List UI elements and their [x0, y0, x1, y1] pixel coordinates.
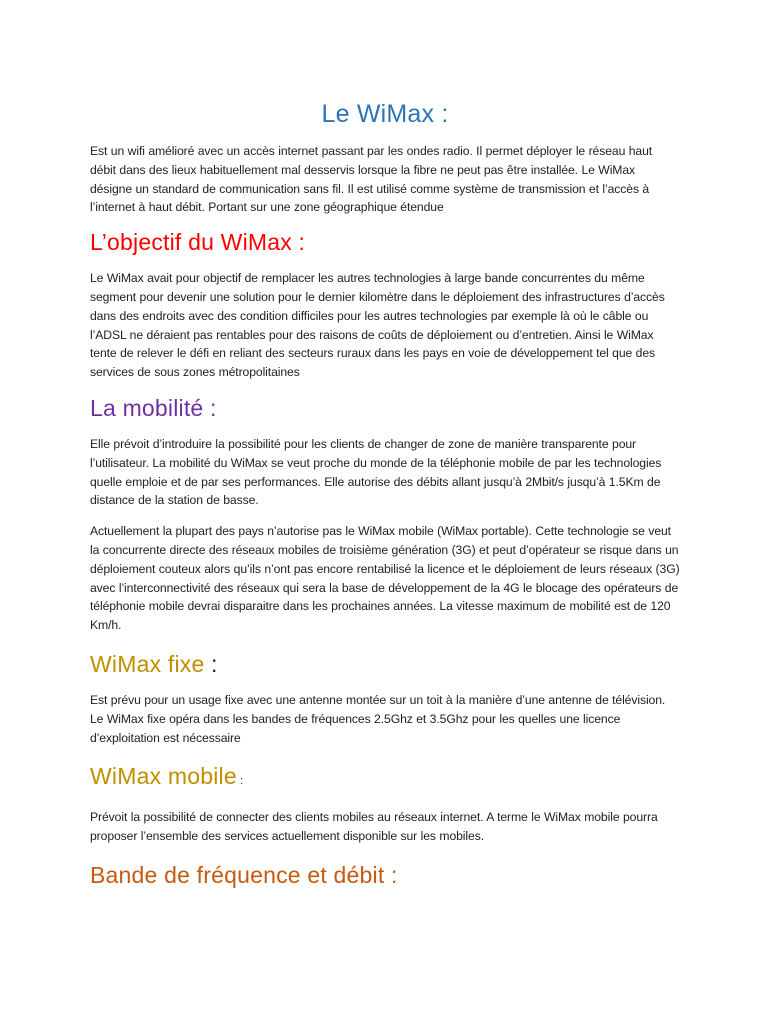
section-paragraph-objectif: Le WiMax avait pour objectif de remplacer les autres technologies à large bande concurrentes du même segment pour devenir une solution pour le dernier kilomètre dans le déploiement des infrastructures d’accès dans des endroits avec des condition difficiles pour les autres technologies par exemple là où le câble ou l’ADSL ne déraient pas rentables pour des raisons de coûts de déploiement ou d’entretien. Ainsi le WiMax tente de relever le défi en reliant des secteurs ruraux dans les pays en voie de développement tel que des services de sous zones métropolitaines	[90, 271, 665, 380]
section-heading-wimax-fixe	[90, 649, 680, 679]
section-heading-wimax-fixe-text: WiMax fixe	[90, 650, 205, 677]
section-paragraph-mobilite-1: Elle prévoit d’introduire la possibilité pour les clients de changer de zone de manière transparente pour l’utilisateur. La mobilité du WiMax se veut proche du monde de la téléphonie mobile de par les technologies quelle emploie et de par ses performances. Elle autorise des débits allant jusqu’à 2Mbit/s jusqu’à 1.5Km de distance de la station de basse.	[90, 436, 662, 508]
section-heading-bande-frequence: Bande de fréquence et débit :	[90, 861, 398, 888]
document-title: Le WiMax :	[321, 100, 449, 128]
section-heading-wimax-fixe-colon: :	[204, 650, 218, 677]
section-heading-mobilite: La mobilité :	[90, 394, 217, 421]
intro-paragraph: Est un wifi amélioré avec un accès internet passant par les ondes radio. Il permet déployer le réseau haut débit dans des lieux habituellement mal desservis lorsque la fibre ne peut pas être installée. Le WiMax désigne un standard de communication sans fil. Il est utilisé comme système de transmission et l’accès à l’internet à haut débit. Portant sur une zone géographique étendue	[90, 144, 653, 215]
section-heading-objectif: L’objectif du WiMax :	[90, 229, 306, 256]
section-paragraph-mobilite-2: Actuellement la plupart des pays n’autorise pas le WiMax mobile (WiMax portable). Cette technologie se veut la concurrente directe des réseaux mobiles de troisième génération (3G) et peut d’opérateur se risque dans un déploiement couteux alors qu’ils n’ont pas encore rentabilisé la licence et le déploiement de leurs réseaux (3G) avec l’interconnectivité des réseaux qui sera la base de développement de la 4G le blocage des opérateurs de téléphonie mobile devrai disparaitre dans les prochaines années. La vitesse maximum de mobilité est de 120 Km/h.	[90, 524, 680, 633]
section-paragraph-wimax-fixe: Est prévu pour un usage fixe avec une antenne montée sur un toit à la manière d’une antenne de télévision. Le WiMax fixe opéra dans les bandes de fréquences 2.5Ghz et 3.5Ghz pour les quelles une licence d’exploitation est nécessaire	[90, 692, 666, 745]
section-heading-wimax-mobile	[90, 761, 680, 796]
document-body	[90, 98, 680, 890]
section-heading-wimax-mobile-colon: :	[236, 775, 244, 788]
section-paragraph-wimax-mobile: Prévoit la possibilité de connecter des clients mobiles au réseaux internet. A terme le WiMax mobile pourra proposer l’ensemble des services actuellement disponible sur les mobiles.	[90, 810, 658, 844]
section-heading-wimax-mobile-text: WiMax mobile	[90, 763, 237, 790]
